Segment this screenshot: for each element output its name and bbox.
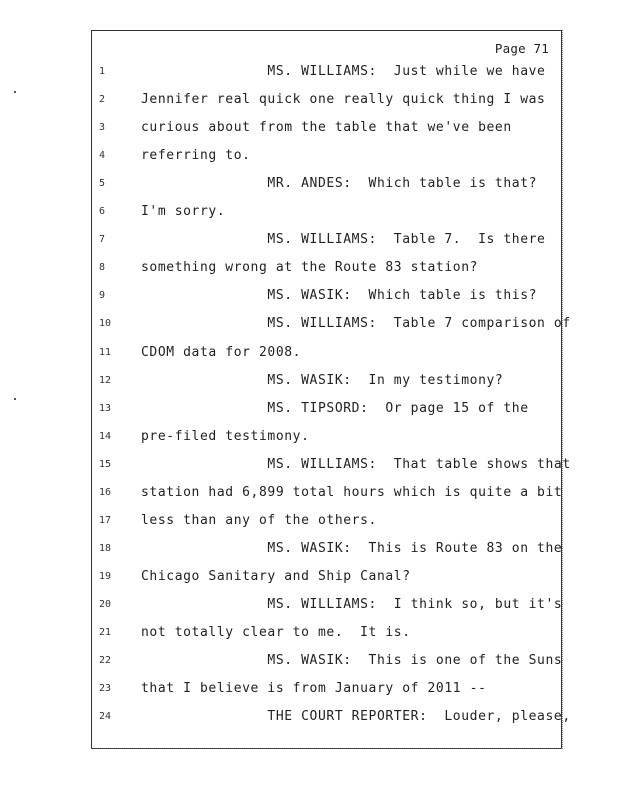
line-text: MS. WASIK: This is Route 83 on the xyxy=(141,540,563,556)
line-number: 10 xyxy=(99,318,112,330)
line-number: 13 xyxy=(99,402,112,414)
line-text: not totally clear to me. It is. xyxy=(141,625,411,640)
line-number: 7 xyxy=(99,234,106,246)
line-number: 16 xyxy=(99,486,112,498)
line-text: curious about from the table that we've been xyxy=(141,120,512,136)
transcript-page-frame xyxy=(91,30,562,749)
line-number: 23 xyxy=(99,683,112,695)
line-number: 19 xyxy=(99,570,112,582)
page-right-edge xyxy=(562,30,563,749)
line-text: THE COURT REPORTER: Louder, please, xyxy=(141,709,571,725)
line-text: CDOM data for 2008. xyxy=(141,344,302,360)
line-text: referring to. xyxy=(141,148,251,164)
line-text: MS. WASIK: Which table is this? xyxy=(141,288,538,304)
line-text: that I believe is from January of 2011 -- xyxy=(141,681,487,697)
page-number: Page 71 xyxy=(494,41,549,56)
line-text: Chicago Sanitary and Ship Canal? xyxy=(141,568,411,584)
line-number: 3 xyxy=(99,122,106,134)
line-text: MS. TIPSORD: Or page 15 of the xyxy=(141,400,529,416)
line-text: MS. WILLIAMS: Just while we have xyxy=(141,64,546,79)
line-number: 21 xyxy=(99,627,112,638)
line-text: MR. ANDES: Which table is that? xyxy=(141,176,538,192)
line-text: I'm sorry. xyxy=(141,204,226,220)
line-number: 6 xyxy=(99,206,106,218)
line-text: MS. WILLIAMS: I think so, but it's xyxy=(141,596,563,612)
line-text: MS. WILLIAMS: Table 7. Is there xyxy=(141,232,546,248)
line-number: 5 xyxy=(99,178,106,190)
line-text: MS. WILLIAMS: Table 7 comparison of xyxy=(141,316,571,332)
line-text: less than any of the others. xyxy=(141,512,377,528)
line-number: 1 xyxy=(99,66,106,77)
line-number: 11 xyxy=(99,346,112,358)
line-number: 4 xyxy=(99,150,106,162)
line-number: 22 xyxy=(99,655,112,667)
line-text: something wrong at the Route 83 station? xyxy=(141,260,479,276)
line-number: 2 xyxy=(99,94,106,106)
line-number: 18 xyxy=(99,542,112,554)
page-bottom-rule xyxy=(91,748,562,749)
line-number: 20 xyxy=(99,598,112,610)
line-text: MS. WILLIAMS: That table shows that xyxy=(141,456,571,472)
line-number: 8 xyxy=(99,262,106,274)
scan-speck xyxy=(14,398,16,400)
line-number: 14 xyxy=(99,430,112,442)
line-number: 9 xyxy=(99,290,106,302)
line-text: pre-filed testimony. xyxy=(141,428,310,444)
line-text: Jennifer real quick one really quick thing I was xyxy=(141,92,546,108)
line-number: 17 xyxy=(99,514,112,526)
line-number: 12 xyxy=(99,374,112,386)
line-number: 24 xyxy=(99,711,112,723)
line-number: 15 xyxy=(99,458,112,470)
line-text: MS. WASIK: In my testimony? xyxy=(141,372,504,388)
scan-speck xyxy=(14,91,16,93)
line-text: MS. WASIK: This is one of the Suns xyxy=(141,653,563,669)
line-text: station had 6,899 total hours which is quite a bit xyxy=(141,484,563,500)
